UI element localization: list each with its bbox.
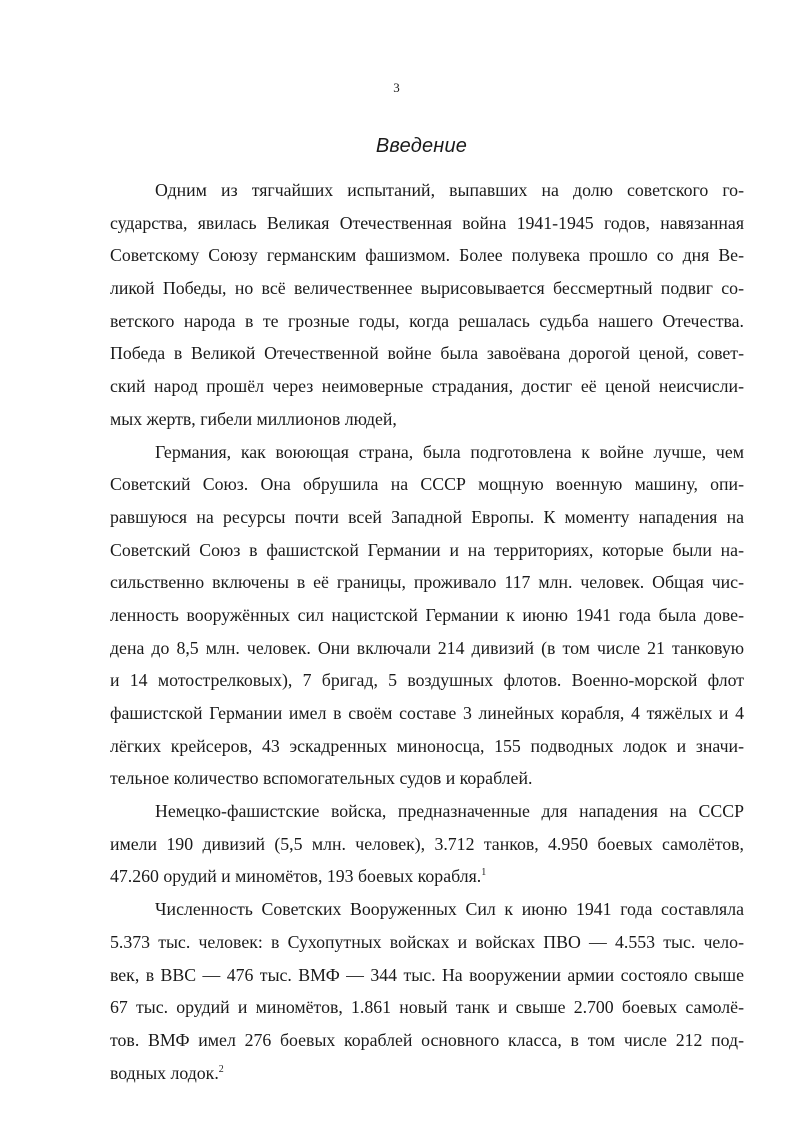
text-line: Победа в Великой Отечественной войне была завоёвана дорогой ценой, совет- [110,343,744,364]
page-number: 3 [393,80,400,95]
section-heading: Введение [375,135,468,157]
text-line: сударства, явилась Великая Отечественная война 1941-1945 годов, навязанная [110,212,744,233]
text-line: Немецко-фашистские войска, предназначенные для нападения на СССР [155,801,744,822]
text-line: дена до 8,5 млн. человек. Они включали 214 дивизий (в том числе 21 танковую [110,637,744,658]
text-line: ленность вооружённых сил нацистской Германии к июню 1941 года была дове- [110,604,744,625]
text-line: лёгких крейсеров, 43 эскадренных миноносца, 155 подводных лодок и значи- [110,735,744,756]
text-line: и 14 мотострелковых), 7 бригад, 5 воздушных флотов. Военно-морской флот [110,670,744,691]
text-line: водных лодок. [110,1062,219,1083]
text-line: равшуюся на ресурсы почти всей Западной Европы. К моменту нападения на [110,506,744,527]
text-line: имели 190 дивизий (5,5 млн. человек), 3.712 танков, 4.950 боевых самолётов, [110,833,744,854]
text-line: мых жертв, гибели миллионов людей, [110,408,397,429]
text-line: Германия, как воюющая страна, была подготовлена к войне лучше, чем [155,441,744,462]
body-text [110,174,744,1089]
text-line: ский народ прошёл через неимоверные страдания, достиг её ценой неисчисли- [110,376,744,397]
text-line: Советскому Союзу германским фашизмом. Более полувека прошло со дня Ве- [110,245,744,266]
text-line: тельное количество вспомогательных судов и кораблей. [110,768,533,789]
text-line-with-footnote [110,860,744,893]
text-line: Численность Советских Вооруженных Сил к июню 1941 года составляла [155,899,744,920]
text-line: 67 тыс. орудий и миномётов, 1.861 новый танк и свыше 2.700 боевых самолё- [110,997,744,1018]
footnote-marker: 1 [481,867,487,879]
text-line-with-footnote [110,1057,744,1090]
paragraph-1 [110,174,744,436]
text-line: Советский Союз в фашистской Германии и на территориях, которые были на- [110,539,744,560]
text-line: 5.373 тыс. человек: в Сухопутных войсках и войсках ПВО — 4.553 тыс. чело- [110,931,744,952]
paragraph-3 [110,795,744,893]
text-line: Одним из тягчайших испытаний, выпавших на долю советского го- [155,180,744,200]
text-line: тов. ВМФ имел 276 боевых кораблей основного класса, в том числе 212 под- [110,1029,744,1050]
footnote-marker: 2 [218,1063,224,1075]
text-line: фашистской Германии имел в своём составе 3 линейных корабля, 4 тяжёлых и 4 [110,703,744,723]
paragraph-4 [110,893,744,1089]
text-line: сильственно включены в её границы, проживало 117 млн. человек. Общая чис- [110,572,744,593]
paragraph-2 [110,436,744,796]
text-line: ветского народа в те грозные годы, когда решалась судьба нашего Отечества. [110,310,744,331]
text-line: 47.260 орудий и миномётов, 193 боевых корабля. [110,866,482,887]
text-line: ликой Победы, но всё величественнее вырисовывается бессмертный подвиг со- [110,278,744,299]
text-line: век, в ВВС — 476 тыс. ВМФ — 344 тыс. На вооружении армии состояло свыше [110,964,744,985]
text-line: Советский Союз. Она обрушила на СССР мощную военную машину, опи- [110,474,744,495]
